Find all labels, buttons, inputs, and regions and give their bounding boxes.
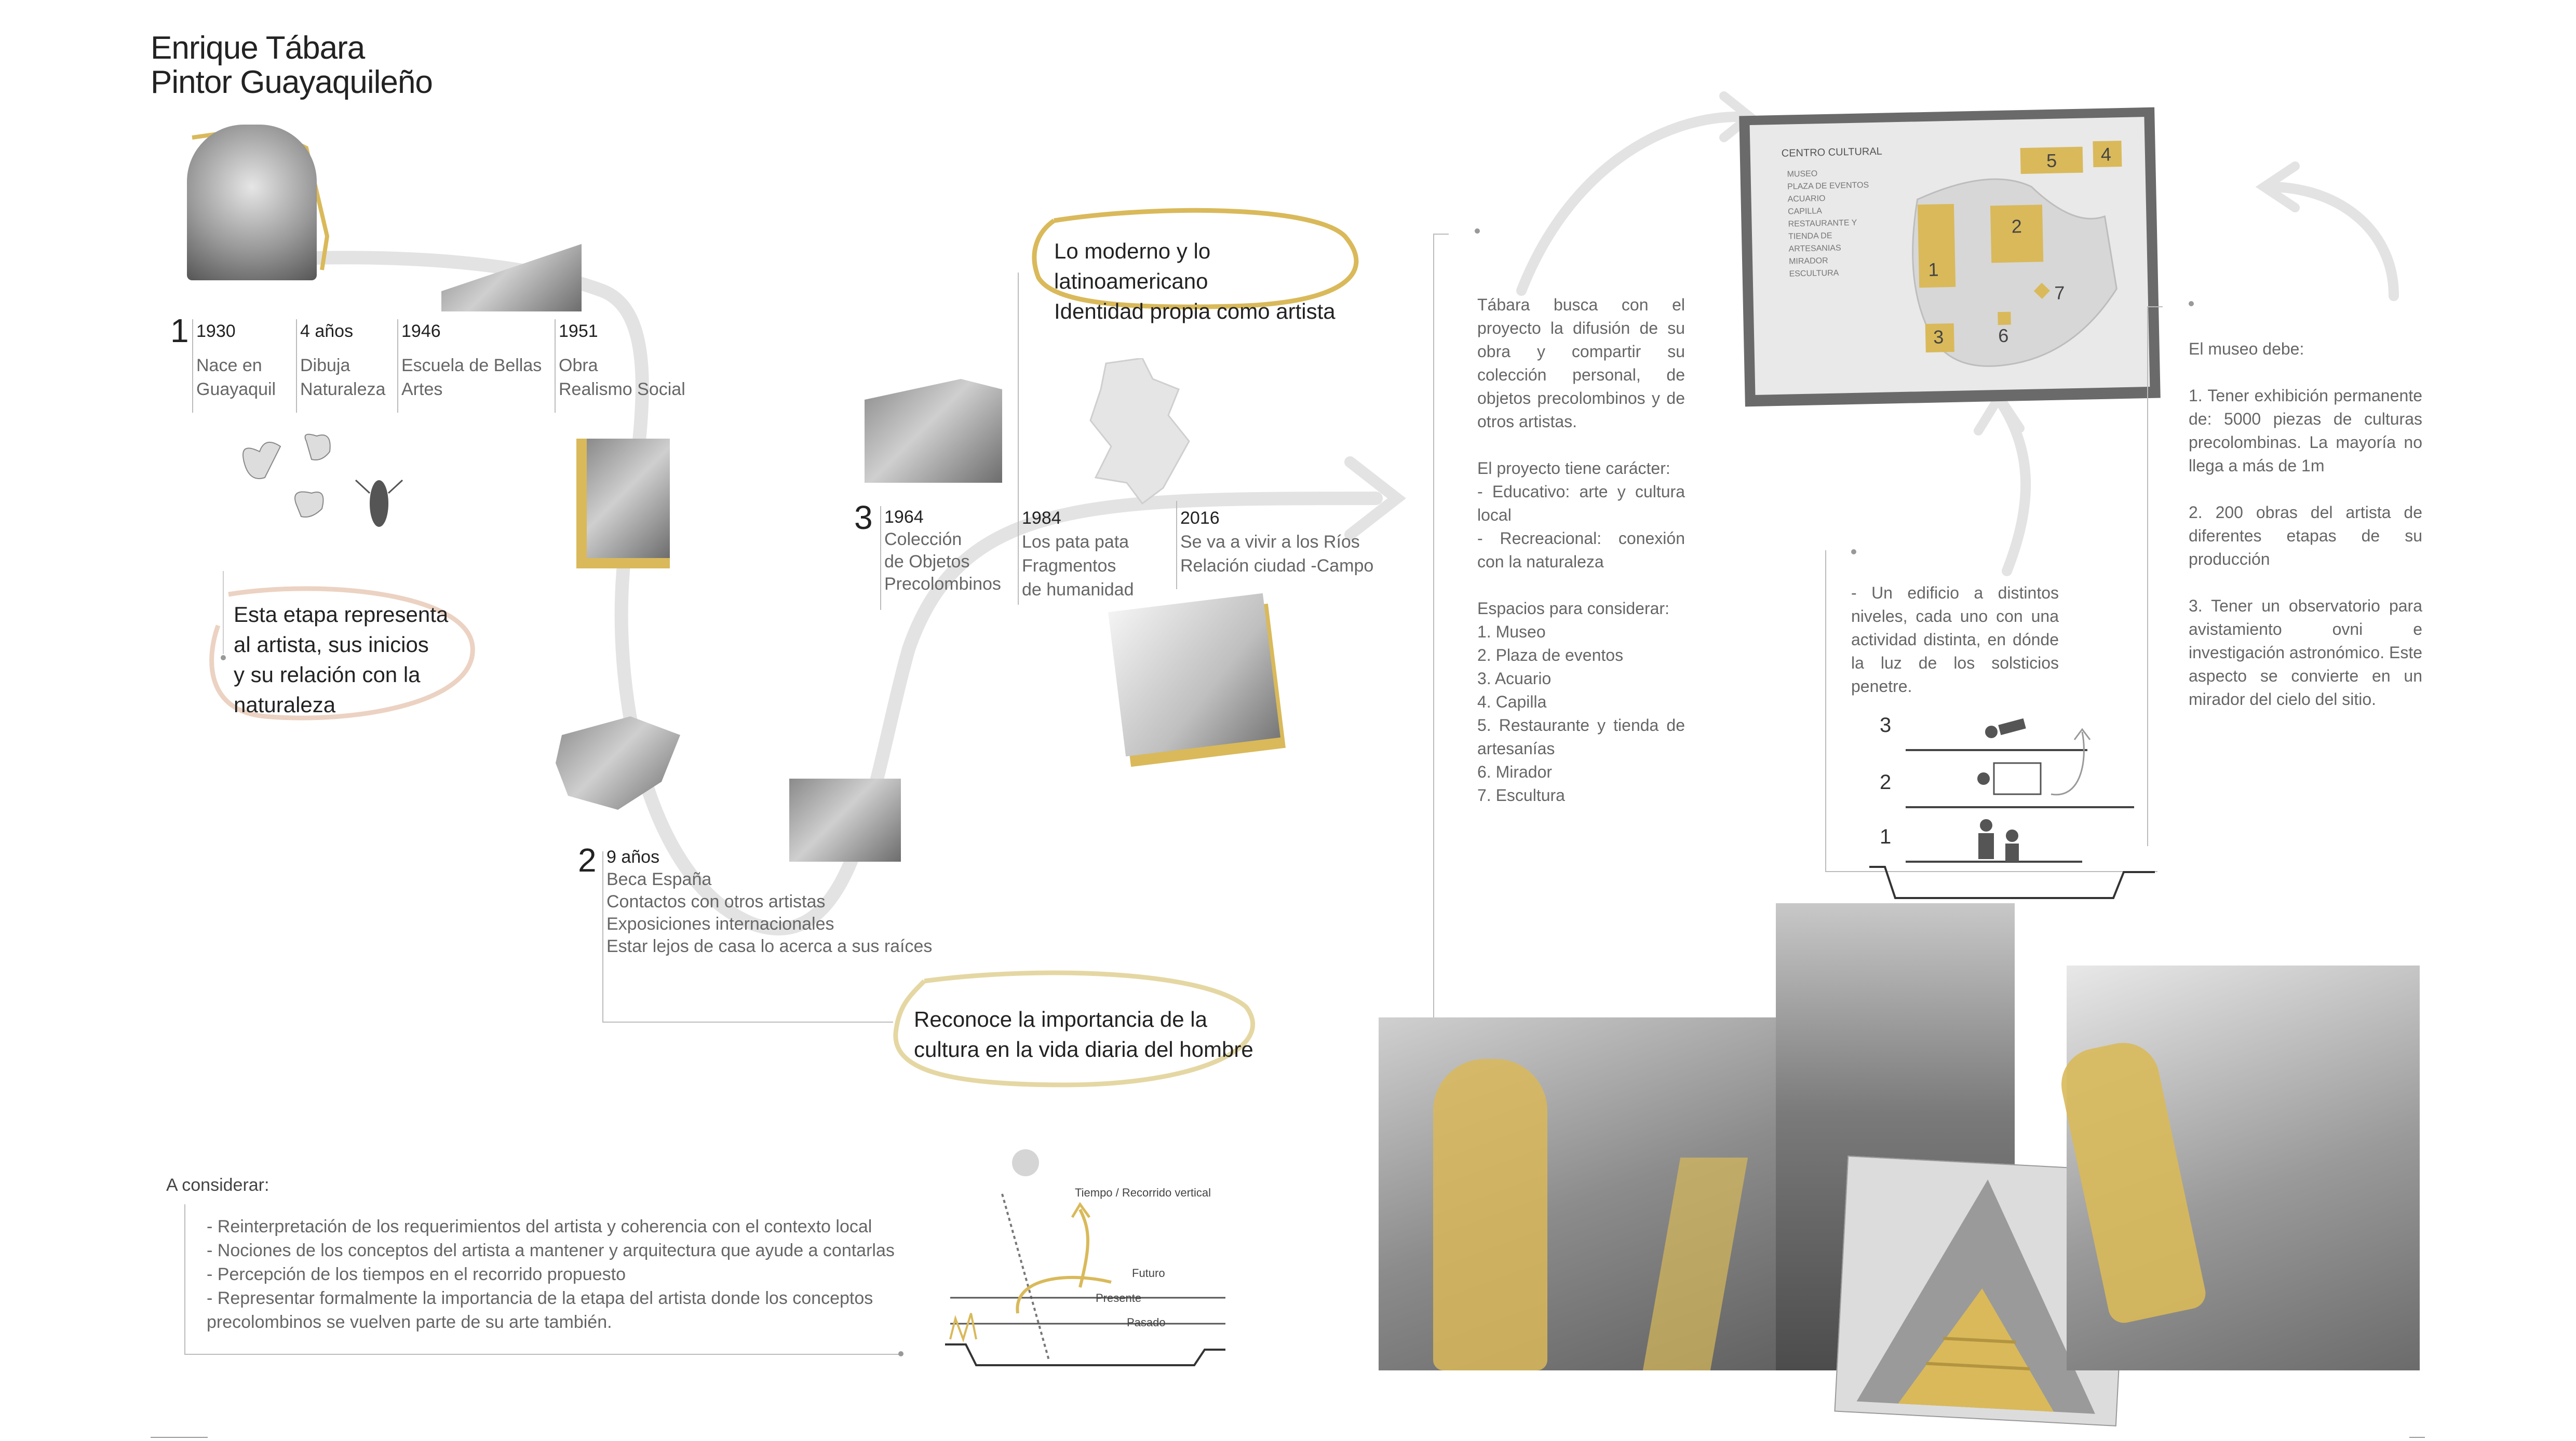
stage2-number: 2 xyxy=(578,841,597,879)
title-name: Enrique Tábara xyxy=(151,30,365,66)
plan-lookout xyxy=(1998,312,2011,325)
butterflies-illustration xyxy=(234,431,415,555)
stage3-bubble-text: Lo moderno y lo latinoamericano Identidad propia como artista xyxy=(1054,239,1336,323)
artist-portrait xyxy=(187,125,317,280)
site-plan-board xyxy=(1739,107,2161,407)
plan-label-7: 7 xyxy=(2054,282,2065,304)
page-title xyxy=(151,31,433,100)
stage1-item-4anos: 4 años Dibuja Naturaleza xyxy=(300,321,386,399)
stage2-bubble-text: Reconoce la importancia de la cultura en la vida diaria del hombre xyxy=(914,1007,1253,1062)
building-levels-diagram xyxy=(1864,711,2165,914)
plan-label-1: 1 xyxy=(1928,259,1939,280)
level-label-2: 2 xyxy=(1880,771,1892,794)
level-label-3: 3 xyxy=(1880,714,1892,737)
diagram-past-label: Pasado xyxy=(1127,1316,1166,1329)
ecuador-map-icon xyxy=(1085,358,1194,509)
painting-1951 xyxy=(587,439,670,558)
stage3-number: 3 xyxy=(854,499,873,536)
diagram-future-label: Futuro xyxy=(1132,1267,1165,1280)
site-plan-legend: MUSEO PLAZA DE EVENTOS ACUARIO CAPILLA RESTAURANTE Y TIENDA DE ARTESANIAS MIRADOR ESCULTURA xyxy=(1787,169,1869,279)
plan-label-2: 2 xyxy=(2011,215,2022,237)
stage1-bubble-text: Esta etapa representa al artista, sus inicios y su relación con la naturaleza xyxy=(234,602,449,717)
time-vertical-diagram xyxy=(935,1142,1236,1381)
stage1-item-1951: 1951 Obra Realismo Social xyxy=(559,321,685,399)
stage1-item-1946: 1946 Escuela de Bellas Artes xyxy=(401,321,542,399)
considerations-list: - Reinterpretación de los requerimientos del artista y coherencia con el contexto local - Nociones de los conceptos del artista a mantener y arquitectura que ayude a contarlas - Percepción de los tiempos en el recorrido propuesto - Representar formalmente la importancia de la etapa del artista donde los conceptos precolombinos se vuelven parte de su arte también. xyxy=(207,1217,895,1332)
diagram-title: Tiempo / Recorrido vertical xyxy=(1075,1186,1211,1199)
considerations-title: A considerar: xyxy=(166,1175,269,1195)
stage1-item-1930: 1930 Nace en Guayaquil xyxy=(196,321,276,399)
stage3-item-1964: 1964 Colección de Objetos Precolombinos xyxy=(884,507,1001,594)
stage3-item-2016: 2016 Se va a vivir a los Ríos Relación ciudad -Campo xyxy=(1180,508,1374,576)
plan-label-5: 5 xyxy=(2046,149,2057,172)
stage3-item-1984: 1984 Los pata pata Fragmentos de humanidad xyxy=(1022,508,1134,600)
site-plan-title: CENTRO CULTURAL xyxy=(1781,145,1883,159)
plan-label-4: 4 xyxy=(2100,143,2112,165)
plan-label-3: 3 xyxy=(1933,326,1944,348)
diagram-present-label: Presente xyxy=(1096,1292,1142,1304)
title-subtitle: Pintor Guayaquileño xyxy=(151,64,433,100)
level-label-1: 1 xyxy=(1880,825,1892,848)
stage2-details: 9 años Beca España Contactos con otros artistas Exposiciones internacionales Estar lejos de casa lo acerca a sus raíces xyxy=(606,847,933,956)
stage1-number: 1 xyxy=(170,312,189,349)
plan-label-6: 6 xyxy=(1998,324,2009,347)
artist-in-gold-figure xyxy=(1433,1059,1547,1370)
project-description: Tábara busca con el proyecto la difusión de su obra y compartir su colección personal, de objetos precolombinos y de otros artistas. El proyecto tiene carácter: - Educativo: arte y cultura local - Recreacional: conexión con la naturaleza Espacios para considerar: 1. Museo 2. Plaza de eventos 3. Acuario 4. Capilla 5. Restaurante y tienda de artesanías 6. Mirador 7. Escultura xyxy=(1477,295,1685,805)
building-description: - Un edificio a distintos niveles, cada uno con una actividad distinta, en dónde la luz de los solsticios penetre. xyxy=(1851,583,2059,696)
museum-requirements: El museo debe: 1. Tener exhibición permanente de: 5000 piezas de culturas precolombinas. La mayoría no llega a más de 1m 2. 200 obras del artista de diferentes etapas de su producción 3. Tener un observatorio para avistamiento ovni e investigación astronómico. Este aspecto se convierte en un mirador del cielo del sitio. xyxy=(2189,339,2422,709)
painting-pata-pata xyxy=(1108,593,1280,756)
